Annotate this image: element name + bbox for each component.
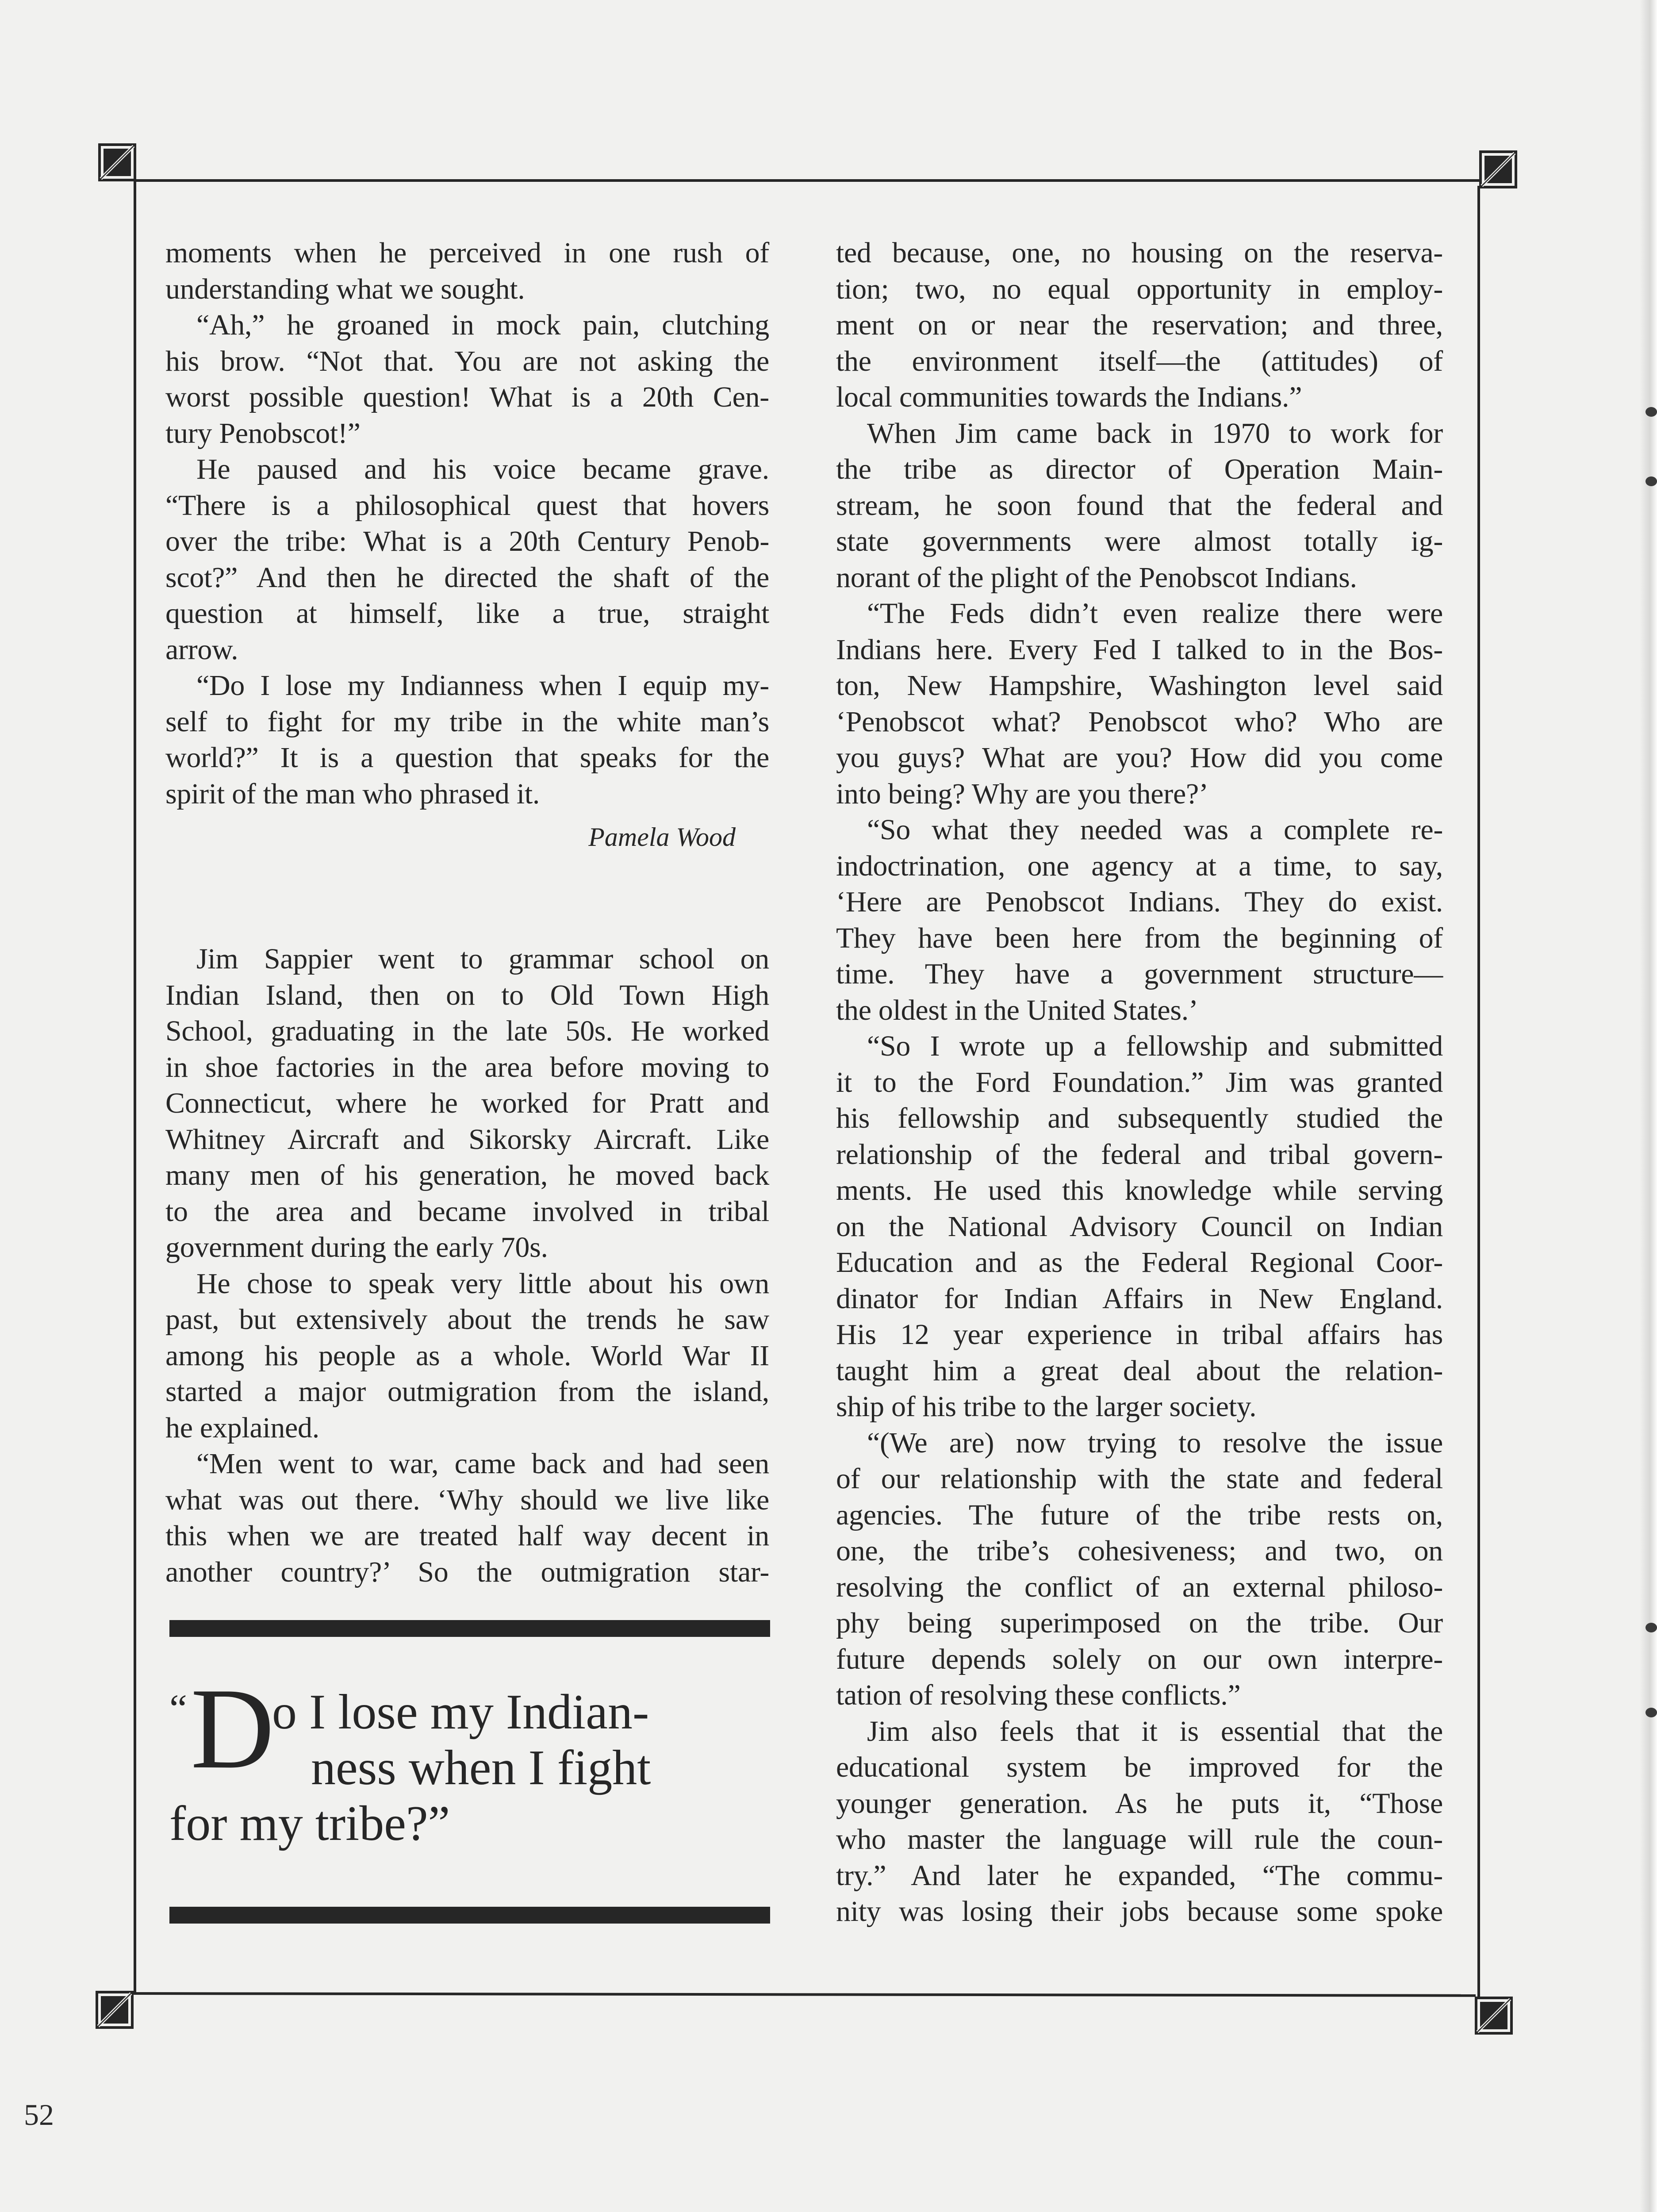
frame-left-rule: [134, 180, 136, 1994]
text-line: spirit of the man who phrased it.: [165, 777, 540, 810]
text-line: what was out there. ‘Why should we live like: [165, 1483, 769, 1516]
text-line: he explained.: [165, 1411, 319, 1444]
text-line: norant of the plight of the Penobscot Indians.: [836, 561, 1357, 594]
text-line: Jim Sappier went to grammar school on: [196, 943, 769, 975]
binding-hole: [1645, 1708, 1657, 1717]
author-byline: Pamela Wood: [588, 822, 736, 852]
binding-hole: [1645, 476, 1657, 486]
corner-ornament-icon: [98, 143, 136, 181]
text-line: younger generation. As he puts it, “Those: [836, 1787, 1443, 1820]
text-line: government during the early 70s.: [165, 1231, 548, 1263]
text-line: His 12 year experience in tribal affairs has: [836, 1318, 1443, 1351]
text-line: They have been here from the beginning of: [836, 922, 1443, 954]
text-line: Whitney Aircraft and Sikorsky Aircraft. Like: [165, 1123, 769, 1156]
text-line: his brow. “Not that. You are not asking the: [165, 345, 769, 377]
text-line: “Ah,” he groaned in mock pain, clutching: [196, 309, 769, 341]
page-edge-shadow: [1639, 0, 1657, 2212]
text-line: future depends solely on our own interpre-: [836, 1643, 1443, 1675]
text-line: “(We are) now trying to resolve the issue: [867, 1426, 1443, 1459]
text-line: “So what they needed was a complete re-: [867, 814, 1443, 846]
text-line: past, but extensively about the trends he saw: [165, 1303, 769, 1336]
binding-hole: [1645, 407, 1657, 417]
text-line: “Do I lose my Indianness when I equip my-: [196, 669, 769, 702]
text-line: ship of his tribe to the larger society.: [836, 1390, 1257, 1423]
text-line: this when we are treated half way decent in: [165, 1520, 769, 1552]
pull-quote-top-bar: [169, 1620, 770, 1637]
text-line: phy being superimposed on the tribe. Our: [836, 1607, 1443, 1639]
text-line: into being? Why are you there?’: [836, 777, 1208, 810]
text-line: tury Penobscot!”: [165, 417, 361, 449]
text-line: “The Feds didn’t even realize there were: [867, 597, 1443, 630]
text-line: Jim also feels that it is essential that the: [867, 1715, 1443, 1747]
text-line: over the tribe: What is a 20th Century Penob-: [165, 525, 769, 557]
text-line: ‘Penobscot what? Penobscot who? Who are: [836, 705, 1443, 738]
text-line: ted because, one, no housing on the reserva-: [836, 237, 1443, 269]
text-line: the oldest in the United States.’: [836, 994, 1198, 1026]
text-line: many men of his generation, he moved back: [165, 1159, 769, 1191]
corner-ornament-icon: [1479, 150, 1517, 188]
corner-ornament-icon: [96, 1991, 134, 2029]
text-line: Indian Island, then on to Old Town High: [165, 979, 769, 1011]
text-line: try.” And later he expanded, “The commu-: [836, 1859, 1443, 1892]
text-line: understanding what we sought.: [165, 273, 525, 305]
text-line: local communities towards the Indians.”: [836, 381, 1302, 413]
text-line: stream, he soon found that the federal and: [836, 489, 1443, 522]
text-line: state governments were almost totally ig-: [836, 525, 1443, 557]
text-line: one, the tribe’s cohesiveness; and two, on: [836, 1535, 1443, 1567]
text-line: who master the language will rule the coun-: [836, 1823, 1443, 1855]
text-line: resolving the conflict of an external philoso-: [836, 1571, 1443, 1603]
text-line: among his people as a whole. World War II: [165, 1339, 769, 1372]
text-line: moments when he perceived in one rush of: [165, 237, 769, 269]
text-line: to the area and became involved in tribal: [165, 1195, 769, 1228]
text-line: his fellowship and subsequently studied the: [836, 1102, 1443, 1134]
text-line: started a major outmigration from the island,: [165, 1375, 769, 1408]
text-line: taught him a great deal about the relation-: [836, 1354, 1443, 1387]
text-line: relationship of the federal and tribal govern-: [836, 1138, 1443, 1171]
text-line: dinator for Indian Affairs in New England.: [836, 1282, 1443, 1315]
text-line: tion; two, no equal opportunity in employ-: [836, 273, 1443, 305]
text-line: “Men went to war, came back and had seen: [196, 1448, 769, 1480]
text-line: arrow.: [165, 633, 238, 666]
text-line: the tribe as director of Operation Main-: [836, 453, 1443, 485]
text-line: educational system be improved for the: [836, 1751, 1443, 1783]
frame-top-rule: [136, 179, 1481, 182]
pull-quote-bottom-bar: [169, 1907, 770, 1924]
text-line: question at himself, like a true, straight: [165, 597, 769, 630]
text-line: the environment itself—the (attitudes) of: [836, 345, 1443, 377]
pull-quote-line: o I lose my Indian-: [272, 1685, 649, 1740]
text-line: ment on or near the reservation; and three,: [836, 309, 1443, 341]
text-line: on the National Advisory Council on Indian: [836, 1210, 1443, 1243]
binding-hole: [1645, 1623, 1657, 1632]
text-line: ments. He used this knowledge while serving: [836, 1174, 1443, 1206]
text-line: School, graduating in the late 50s. He worked: [165, 1015, 769, 1047]
pull-quote: [169, 1664, 770, 1858]
text-line: Indians here. Every Fed I talked to in the Bos-: [836, 633, 1443, 666]
text-line: indoctrination, one agency at a time, to say,: [836, 849, 1443, 882]
text-line: Education and as the Federal Regional Coor-: [836, 1246, 1443, 1279]
pull-quote-line: ness when I fight: [311, 1740, 651, 1795]
pull-quote-line: for my tribe?”: [169, 1796, 450, 1851]
text-line: scot?” And then he directed the shaft of the: [165, 561, 769, 594]
text-line: it to the Ford Foundation.” Jim was granted: [836, 1066, 1443, 1098]
text-line: ton, New Hampshire, Washington level said: [836, 669, 1443, 702]
text-line: nity was losing their jobs because some spoke: [836, 1895, 1443, 1928]
text-line: of our relationship with the state and federal: [836, 1463, 1443, 1495]
text-line: He chose to speak very little about his own: [196, 1267, 769, 1300]
pull-quote-drop-cap: D: [191, 1664, 275, 1793]
text-line: tation of resolving these conflicts.”: [836, 1679, 1241, 1711]
text-line: He paused and his voice became grave.: [196, 453, 769, 485]
text-line: another country?’ So the outmigration star-: [165, 1555, 769, 1588]
frame-bottom-rule: [133, 1992, 1476, 1997]
text-line: “So I wrote up a fellowship and submitted: [867, 1030, 1443, 1062]
text-line: time. They have a government structure—: [836, 958, 1443, 990]
text-line: self to fight for my tribe in the white man’s: [165, 705, 769, 738]
frame-right-rule: [1477, 186, 1480, 1998]
text-line: When Jim came back in 1970 to work for: [867, 417, 1443, 449]
text-line: world?” It is a question that speaks for the: [165, 741, 769, 774]
text-line: agencies. The future of the tribe rests on,: [836, 1498, 1443, 1531]
text-line: you guys? What are you? How did you come: [836, 741, 1443, 774]
text-line: worst possible question! What is a 20th Cen-: [165, 381, 769, 413]
text-line: “There is a philosophical quest that hovers: [165, 489, 769, 522]
text-line: Connecticut, where he worked for Pratt and: [165, 1087, 769, 1119]
corner-ornament-icon: [1475, 1997, 1513, 2035]
pull-quote-open-mark: “: [169, 1687, 187, 1731]
text-line: ‘Here are Penobscot Indians. They do exist.: [836, 886, 1443, 918]
text-line: in shoe factories in the area before moving to: [165, 1051, 769, 1083]
page-number: 52: [24, 2098, 54, 2131]
